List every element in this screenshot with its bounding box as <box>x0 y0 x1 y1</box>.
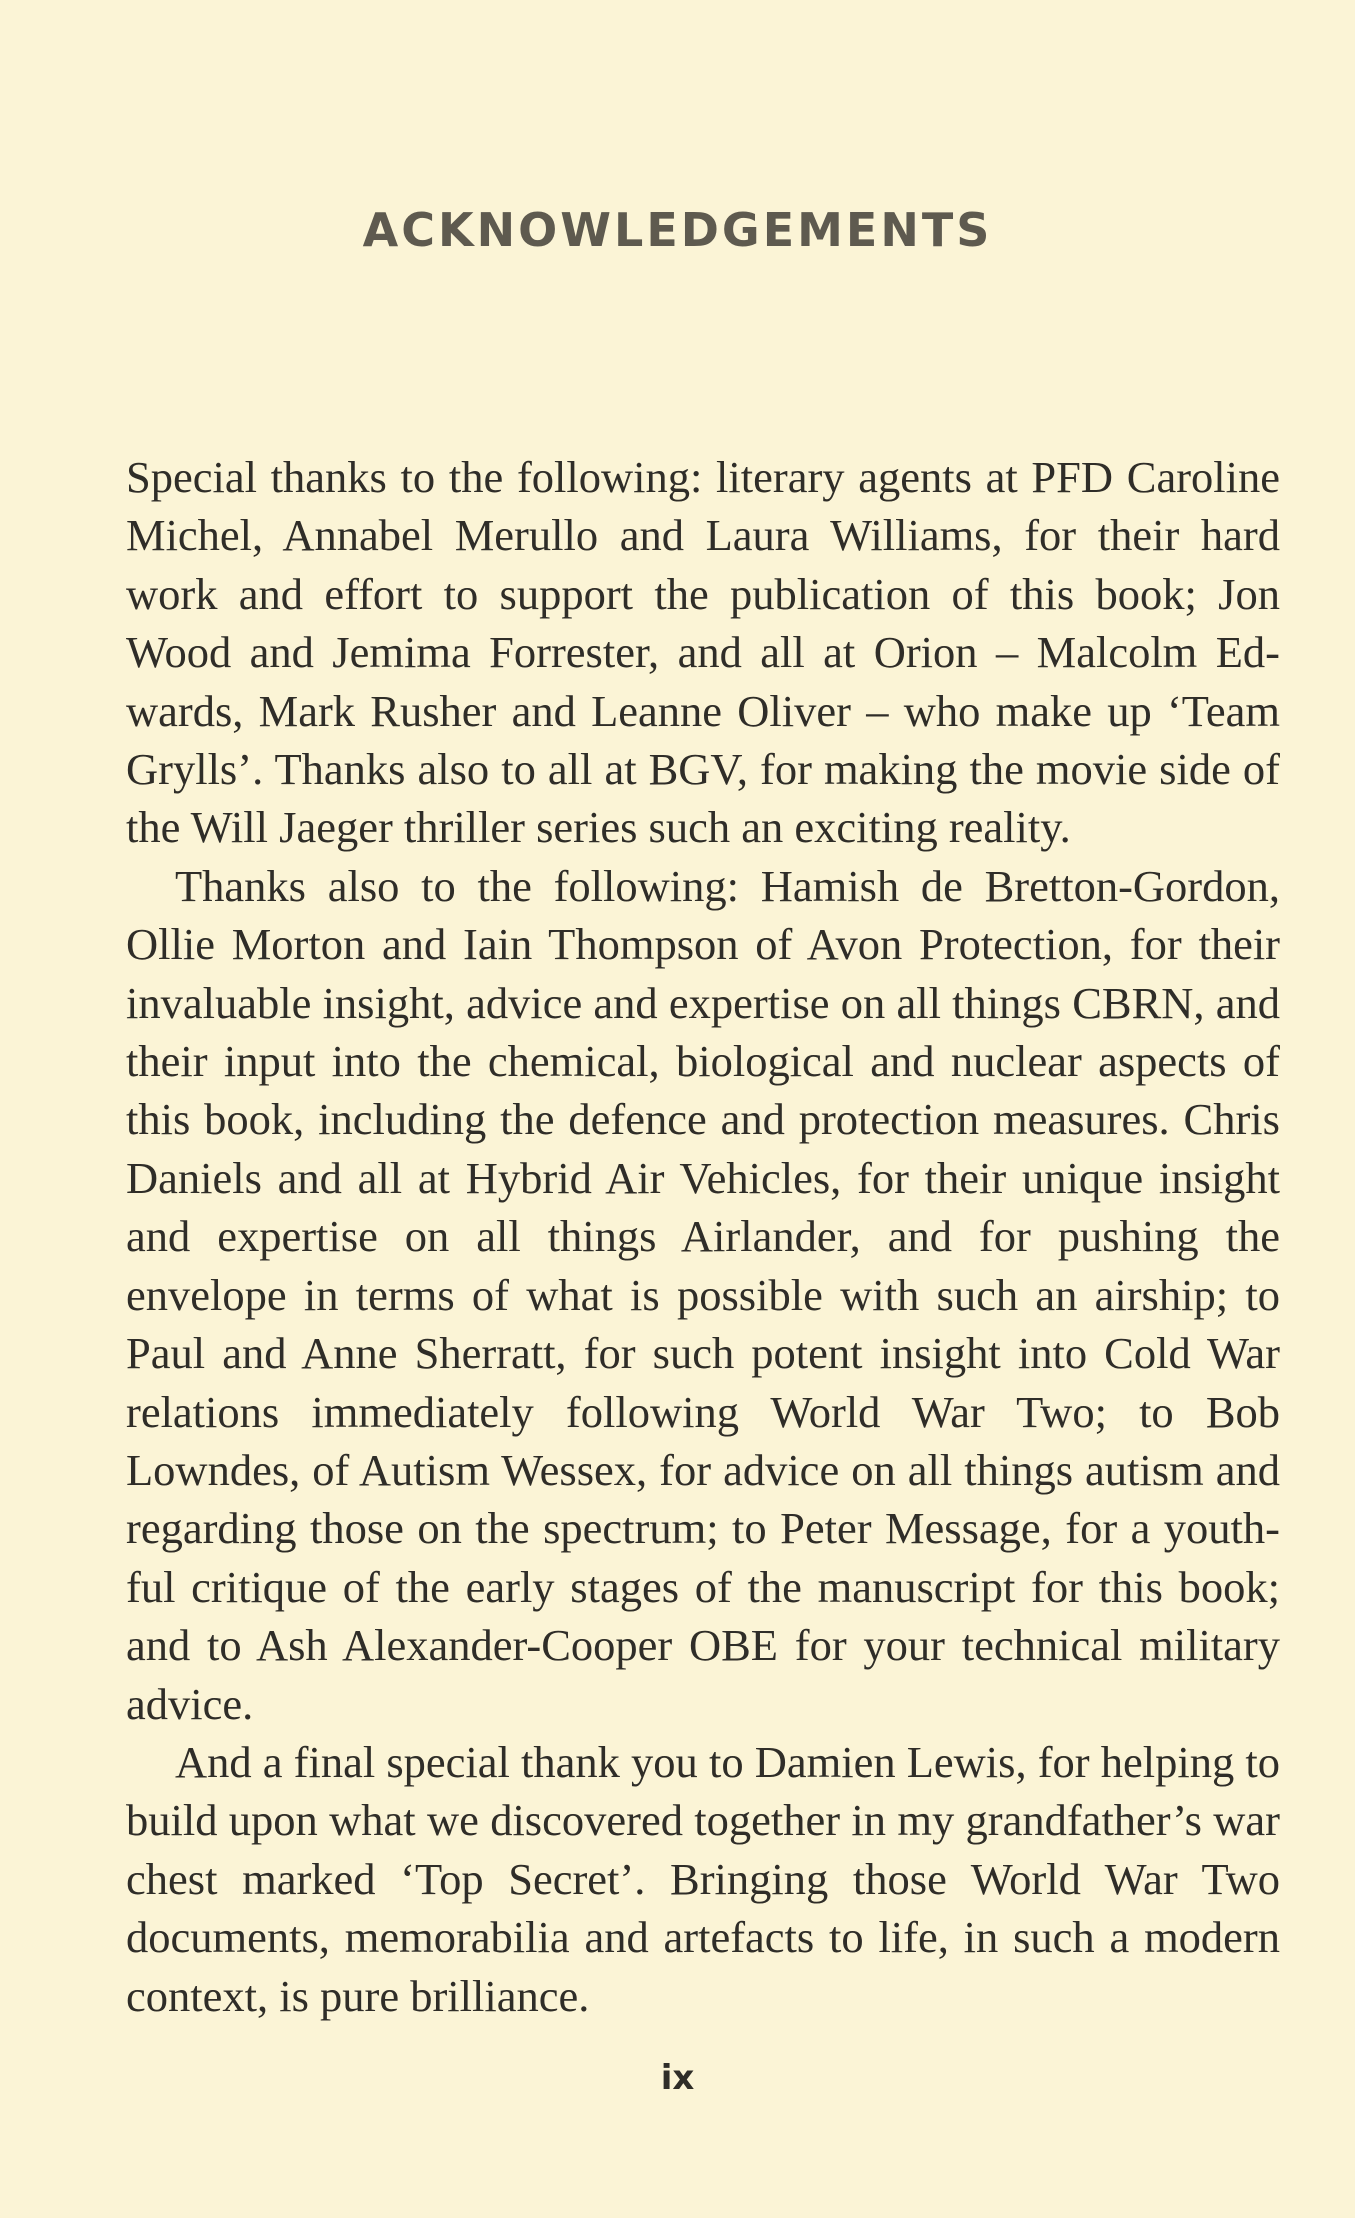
acknowledgements-body <box>126 448 1280 2025</box>
paragraph-technical-advisors: Thanks also to the following: Hamish de Bretton-Gordon, Ollie Morton and Iain Thompson of Avon Protection, for their invaluable insight, advice and expertise on all things CBRN, and their input into the chemical, biological and nuclear aspects of this book, including the defence and protection measures. Chris Daniels and all at Hybrid Air Vehicles, for their unique insight and expertise on all things Airlander, and for pushing the envelope in terms of what is possible with such an airship; to Paul and Anne Sherratt, for such potent insight into Cold War relations immediately following World War Two; to Bob Lowndes, of Autism Wessex, for advice on all things autism and regarding those on the spectrum; to Peter Message, for a youthful critique of the early stages of the manuscript for this book; and to Ash Alexander-Cooper OBE for your technical military advice. <box>126 860 1280 1729</box>
page-title: ACKNOWLEDGEMENTS <box>362 203 993 257</box>
paragraph-final-thanks: And a final special thank you to Damien Lewis, for helping to build upon what we discovered together in my grandfather’s war chest marked ‘Top Secret’. Bringing those World War Two documents, memorabilia and artefacts to life, in such a modern context, is pure brilliance. <box>126 1736 1280 2021</box>
page-number: ix <box>660 2058 695 2098</box>
paragraph-agents-publishers: Special thanks to the following: literary agents at PFD Caroline Michel, Annabel Merullo and Laura Williams, for their hard work and effort to support the publication of this book; Jon Wood and Jemima Forrester, and all at Orion – Malcolm Edwards, Mark Rusher and Leanne Oliver – who make up ‘Team Grylls’. Thanks also to all at BGV, for making the movie side of the Will Jaeger thriller series such an exciting reality. <box>126 452 1280 853</box>
